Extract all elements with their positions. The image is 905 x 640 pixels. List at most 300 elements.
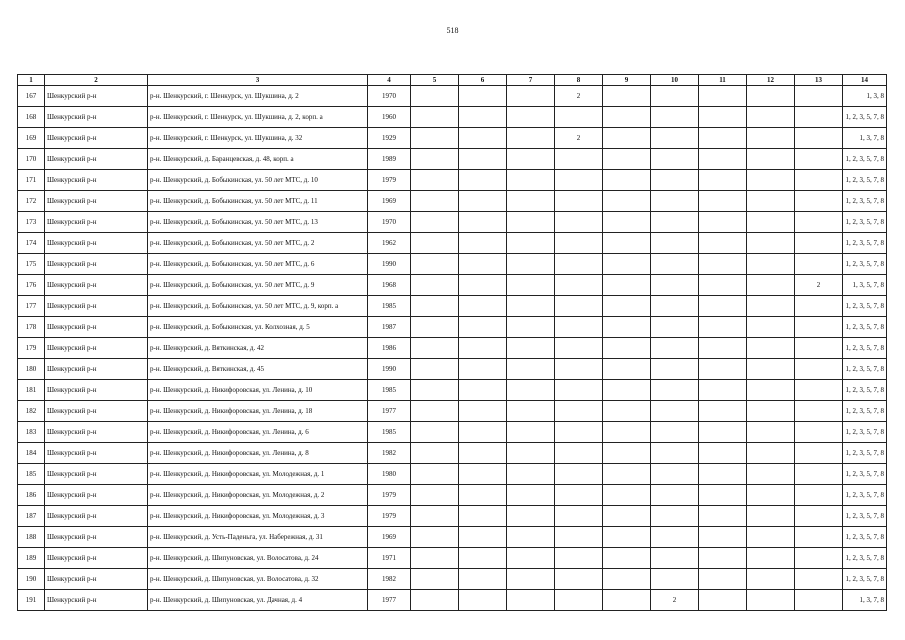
cell-col-10: [651, 401, 699, 422]
cell-address: р-н. Шенкурский, г. Шенкурск, ул. Шукшина, д. 2: [148, 86, 368, 107]
column-header-7: 7: [507, 75, 555, 86]
cell-col-9: [603, 170, 651, 191]
cell-col-9: [603, 506, 651, 527]
cell-col-10: 2: [651, 590, 699, 611]
cell-col-7: [507, 128, 555, 149]
cell-col-10: [651, 464, 699, 485]
cell-col-10: [651, 569, 699, 590]
cell-col-11: [699, 569, 747, 590]
cell-col-11: [699, 443, 747, 464]
cell-row-number: 177: [18, 296, 45, 317]
cell-col-9: [603, 569, 651, 590]
cell-codes: 1, 2, 3, 5, 7, 8: [843, 296, 887, 317]
cell-col-6: [459, 275, 507, 296]
cell-codes: 1, 2, 3, 5, 7, 8: [843, 254, 887, 275]
table-row: [18, 380, 887, 401]
cell-col-8: [555, 401, 603, 422]
cell-col-12: [747, 506, 795, 527]
cell-row-number: 180: [18, 359, 45, 380]
cell-col-11: [699, 485, 747, 506]
cell-col-7: [507, 107, 555, 128]
cell-district: Шенкурский р-н: [45, 443, 148, 464]
cell-district: Шенкурский р-н: [45, 233, 148, 254]
cell-col-6: [459, 128, 507, 149]
cell-address: р-н. Шенкурский, д. Шипуновская, ул. Волосатова, д. 24: [148, 548, 368, 569]
cell-col-10: [651, 359, 699, 380]
table-row: [18, 275, 887, 296]
cell-district: Шенкурский р-н: [45, 170, 148, 191]
cell-district: Шенкурский р-н: [45, 86, 148, 107]
cell-col-11: [699, 170, 747, 191]
cell-col-5: [411, 296, 459, 317]
cell-col-5: [411, 107, 459, 128]
cell-district: Шенкурский р-н: [45, 464, 148, 485]
cell-col-7: [507, 590, 555, 611]
cell-col-12: [747, 443, 795, 464]
cell-col-11: [699, 506, 747, 527]
cell-col-8: [555, 548, 603, 569]
column-header-3: 3: [148, 75, 368, 86]
cell-col-8: [555, 170, 603, 191]
cell-col-5: [411, 590, 459, 611]
cell-col-5: [411, 86, 459, 107]
cell-address: р-н. Шенкурский, г. Шенкурск, ул. Шукшина, д. 32: [148, 128, 368, 149]
cell-year: 1982: [368, 443, 411, 464]
cell-col-13: [795, 485, 843, 506]
cell-row-number: 176: [18, 275, 45, 296]
cell-address: р-н. Шенкурский, д. Бобыкинская, ул. 50 лет МТС, д. 13: [148, 212, 368, 233]
cell-row-number: 173: [18, 212, 45, 233]
cell-col-7: [507, 275, 555, 296]
cell-year: 1979: [368, 170, 411, 191]
cell-col-9: [603, 233, 651, 254]
cell-district: Шенкурский р-н: [45, 149, 148, 170]
cell-col-12: [747, 569, 795, 590]
cell-col-8: 2: [555, 128, 603, 149]
cell-row-number: 187: [18, 506, 45, 527]
cell-row-number: 183: [18, 422, 45, 443]
cell-year: 1969: [368, 191, 411, 212]
cell-col-7: [507, 338, 555, 359]
cell-col-11: [699, 401, 747, 422]
cell-col-6: [459, 233, 507, 254]
cell-row-number: 178: [18, 317, 45, 338]
table-row: [18, 338, 887, 359]
cell-col-6: [459, 296, 507, 317]
cell-col-7: [507, 233, 555, 254]
column-header-8: 8: [555, 75, 603, 86]
cell-district: Шенкурский р-н: [45, 359, 148, 380]
cell-col-6: [459, 317, 507, 338]
cell-col-5: [411, 443, 459, 464]
cell-col-10: [651, 86, 699, 107]
column-header-2: 2: [45, 75, 148, 86]
cell-col-11: [699, 359, 747, 380]
cell-col-6: [459, 548, 507, 569]
cell-col-8: [555, 212, 603, 233]
cell-row-number: 189: [18, 548, 45, 569]
table-row: [18, 527, 887, 548]
cell-col-12: [747, 464, 795, 485]
cell-codes: 1, 3, 7, 8: [843, 128, 887, 149]
cell-row-number: 167: [18, 86, 45, 107]
cell-col-6: [459, 149, 507, 170]
table-row: [18, 401, 887, 422]
table-row: [18, 296, 887, 317]
cell-col-9: [603, 590, 651, 611]
cell-col-13: [795, 170, 843, 191]
cell-col-13: [795, 464, 843, 485]
cell-col-13: [795, 128, 843, 149]
table-body: [18, 86, 887, 611]
cell-col-7: [507, 254, 555, 275]
cell-col-7: [507, 401, 555, 422]
cell-year: 1980: [368, 464, 411, 485]
table-row: [18, 464, 887, 485]
cell-codes: 1, 2, 3, 5, 7, 8: [843, 527, 887, 548]
cell-col-5: [411, 275, 459, 296]
cell-row-number: 188: [18, 527, 45, 548]
cell-col-10: [651, 443, 699, 464]
cell-col-7: [507, 212, 555, 233]
cell-col-10: [651, 275, 699, 296]
cell-col-10: [651, 380, 699, 401]
cell-col-7: [507, 464, 555, 485]
cell-col-13: [795, 506, 843, 527]
table-row: [18, 590, 887, 611]
cell-col-11: [699, 590, 747, 611]
cell-address: р-н. Шенкурский, г. Шенкурск, ул. Шукшина, д. 2, корп. а: [148, 107, 368, 128]
cell-codes: 1, 3, 5, 7, 8: [843, 275, 887, 296]
cell-col-8: 2: [555, 86, 603, 107]
cell-col-6: [459, 422, 507, 443]
cell-col-6: [459, 86, 507, 107]
cell-col-12: [747, 338, 795, 359]
cell-district: Шенкурский р-н: [45, 569, 148, 590]
cell-col-12: [747, 401, 795, 422]
cell-col-6: [459, 590, 507, 611]
column-header-12: 12: [747, 75, 795, 86]
cell-col-8: [555, 569, 603, 590]
cell-col-8: [555, 233, 603, 254]
cell-year: 1929: [368, 128, 411, 149]
cell-col-12: [747, 254, 795, 275]
cell-row-number: 184: [18, 443, 45, 464]
cell-year: 1989: [368, 149, 411, 170]
cell-col-10: [651, 149, 699, 170]
column-header-13: 13: [795, 75, 843, 86]
cell-col-8: [555, 506, 603, 527]
cell-col-10: [651, 233, 699, 254]
cell-col-11: [699, 464, 747, 485]
cell-col-13: [795, 212, 843, 233]
table-row: [18, 254, 887, 275]
cell-col-5: [411, 380, 459, 401]
cell-col-12: [747, 107, 795, 128]
cell-codes: 1, 2, 3, 5, 7, 8: [843, 212, 887, 233]
column-header-14: 14: [843, 75, 887, 86]
cell-col-7: [507, 149, 555, 170]
cell-col-8: [555, 380, 603, 401]
column-header-10: 10: [651, 75, 699, 86]
cell-col-8: [555, 254, 603, 275]
cell-col-10: [651, 317, 699, 338]
cell-year: 1970: [368, 212, 411, 233]
cell-col-6: [459, 338, 507, 359]
cell-col-9: [603, 380, 651, 401]
table-row: [18, 359, 887, 380]
table-row: [18, 212, 887, 233]
cell-codes: 1, 2, 3, 5, 7, 8: [843, 569, 887, 590]
cell-col-13: [795, 107, 843, 128]
cell-col-12: [747, 212, 795, 233]
cell-codes: 1, 2, 3, 5, 7, 8: [843, 107, 887, 128]
cell-col-11: [699, 212, 747, 233]
cell-col-12: [747, 86, 795, 107]
cell-col-6: [459, 191, 507, 212]
cell-row-number: 175: [18, 254, 45, 275]
cell-col-13: [795, 443, 843, 464]
cell-col-13: [795, 569, 843, 590]
cell-col-9: [603, 254, 651, 275]
cell-row-number: 191: [18, 590, 45, 611]
cell-col-5: [411, 422, 459, 443]
cell-address: р-н. Шенкурский, д. Бобыкинская, ул. Колхозная, д. 5: [148, 317, 368, 338]
cell-col-13: [795, 86, 843, 107]
cell-year: 1968: [368, 275, 411, 296]
cell-codes: 1, 2, 3, 5, 7, 8: [843, 338, 887, 359]
cell-codes: 1, 2, 3, 5, 7, 8: [843, 359, 887, 380]
column-header-9: 9: [603, 75, 651, 86]
table-row: [18, 86, 887, 107]
cell-col-6: [459, 401, 507, 422]
table-row: [18, 170, 887, 191]
cell-col-7: [507, 191, 555, 212]
cell-year: 1986: [368, 338, 411, 359]
cell-codes: 1, 2, 3, 5, 7, 8: [843, 149, 887, 170]
cell-district: Шенкурский р-н: [45, 548, 148, 569]
cell-col-12: [747, 548, 795, 569]
cell-col-6: [459, 569, 507, 590]
cell-row-number: 170: [18, 149, 45, 170]
cell-col-13: [795, 527, 843, 548]
cell-codes: 1, 2, 3, 5, 7, 8: [843, 401, 887, 422]
table-row: [18, 443, 887, 464]
cell-col-10: [651, 212, 699, 233]
cell-year: 1990: [368, 359, 411, 380]
cell-codes: 1, 2, 3, 5, 7, 8: [843, 170, 887, 191]
cell-col-6: [459, 527, 507, 548]
cell-address: р-н. Шенкурский, д. Усть-Паденьга, ул. Набережная, д. 31: [148, 527, 368, 548]
cell-col-13: [795, 254, 843, 275]
cell-address: р-н. Шенкурский, д. Бобыкинская, ул. 50 лет МТС, д. 11: [148, 191, 368, 212]
cell-col-12: [747, 590, 795, 611]
cell-row-number: 169: [18, 128, 45, 149]
cell-year: 1985: [368, 380, 411, 401]
cell-col-10: [651, 170, 699, 191]
cell-col-11: [699, 422, 747, 443]
cell-col-6: [459, 212, 507, 233]
cell-col-11: [699, 128, 747, 149]
cell-col-13: [795, 548, 843, 569]
cell-col-12: [747, 317, 795, 338]
cell-col-13: [795, 359, 843, 380]
cell-district: Шенкурский р-н: [45, 485, 148, 506]
cell-codes: 1, 3, 8: [843, 86, 887, 107]
cell-district: Шенкурский р-н: [45, 338, 148, 359]
cell-col-12: [747, 422, 795, 443]
cell-col-7: [507, 380, 555, 401]
cell-col-5: [411, 149, 459, 170]
cell-col-9: [603, 128, 651, 149]
cell-col-5: [411, 254, 459, 275]
header-row: [18, 75, 887, 86]
cell-col-10: [651, 485, 699, 506]
table-row: [18, 506, 887, 527]
table-row: [18, 107, 887, 128]
cell-col-7: [507, 527, 555, 548]
cell-year: 1979: [368, 485, 411, 506]
cell-year: 1977: [368, 590, 411, 611]
cell-year: 1985: [368, 422, 411, 443]
cell-col-11: [699, 380, 747, 401]
cell-col-5: [411, 548, 459, 569]
cell-col-8: [555, 107, 603, 128]
cell-col-9: [603, 527, 651, 548]
cell-district: Шенкурский р-н: [45, 212, 148, 233]
cell-col-8: [555, 443, 603, 464]
cell-col-12: [747, 191, 795, 212]
cell-col-5: [411, 527, 459, 548]
cell-col-9: [603, 401, 651, 422]
cell-col-11: [699, 527, 747, 548]
cell-col-13: [795, 233, 843, 254]
cell-col-10: [651, 527, 699, 548]
cell-col-7: [507, 569, 555, 590]
cell-address: р-н. Шенкурский, д. Шипуновская, ул. Дачная, д. 4: [148, 590, 368, 611]
cell-col-7: [507, 506, 555, 527]
cell-col-10: [651, 296, 699, 317]
cell-col-12: [747, 149, 795, 170]
cell-row-number: 190: [18, 569, 45, 590]
cell-col-8: [555, 464, 603, 485]
cell-col-8: [555, 359, 603, 380]
cell-address: р-н. Шенкурский, д. Никифоровская, ул. Молодежная, д. 1: [148, 464, 368, 485]
cell-codes: 1, 2, 3, 5, 7, 8: [843, 443, 887, 464]
cell-col-5: [411, 317, 459, 338]
cell-year: 1982: [368, 569, 411, 590]
cell-col-6: [459, 170, 507, 191]
cell-col-8: [555, 275, 603, 296]
cell-col-6: [459, 464, 507, 485]
table-row: [18, 317, 887, 338]
cell-codes: 1, 2, 3, 5, 7, 8: [843, 191, 887, 212]
cell-address: р-н. Шенкурский, д. Баранцевская, д. 48, корп. а: [148, 149, 368, 170]
cell-col-11: [699, 233, 747, 254]
cell-col-9: [603, 548, 651, 569]
cell-district: Шенкурский р-н: [45, 590, 148, 611]
cell-year: 1960: [368, 107, 411, 128]
cell-col-7: [507, 485, 555, 506]
cell-col-11: [699, 149, 747, 170]
cell-row-number: 182: [18, 401, 45, 422]
cell-address: р-н. Шенкурский, д. Вяткинская, д. 45: [148, 359, 368, 380]
table-row: [18, 569, 887, 590]
cell-col-5: [411, 359, 459, 380]
cell-address: р-н. Шенкурский, д. Шипуновская, ул. Волосатова, д. 32: [148, 569, 368, 590]
cell-row-number: 185: [18, 464, 45, 485]
cell-col-8: [555, 317, 603, 338]
table-row: [18, 422, 887, 443]
table-row: [18, 149, 887, 170]
cell-col-11: [699, 338, 747, 359]
cell-col-13: [795, 422, 843, 443]
cell-col-6: [459, 485, 507, 506]
cell-col-5: [411, 212, 459, 233]
cell-col-10: [651, 548, 699, 569]
cell-col-8: [555, 149, 603, 170]
cell-col-13: 2: [795, 275, 843, 296]
cell-col-7: [507, 86, 555, 107]
cell-col-11: [699, 296, 747, 317]
cell-col-7: [507, 359, 555, 380]
cell-col-9: [603, 275, 651, 296]
cell-codes: 1, 2, 3, 5, 7, 8: [843, 506, 887, 527]
cell-col-6: [459, 380, 507, 401]
cell-address: р-н. Шенкурский, д. Никифоровская, ул. Ленина, д. 8: [148, 443, 368, 464]
cell-col-9: [603, 317, 651, 338]
cell-col-13: [795, 338, 843, 359]
cell-year: 1969: [368, 527, 411, 548]
cell-col-12: [747, 128, 795, 149]
cell-col-10: [651, 338, 699, 359]
cell-col-7: [507, 317, 555, 338]
cell-row-number: 168: [18, 107, 45, 128]
cell-col-10: [651, 254, 699, 275]
cell-codes: 1, 3, 7, 8: [843, 590, 887, 611]
cell-district: Шенкурский р-н: [45, 506, 148, 527]
cell-col-5: [411, 170, 459, 191]
cell-col-5: [411, 485, 459, 506]
cell-year: 1990: [368, 254, 411, 275]
cell-col-13: [795, 149, 843, 170]
cell-district: Шенкурский р-н: [45, 317, 148, 338]
cell-district: Шенкурский р-н: [45, 275, 148, 296]
cell-col-5: [411, 464, 459, 485]
cell-col-12: [747, 527, 795, 548]
cell-codes: 1, 2, 3, 5, 7, 8: [843, 233, 887, 254]
cell-district: Шенкурский р-н: [45, 191, 148, 212]
cell-col-7: [507, 296, 555, 317]
cell-col-11: [699, 191, 747, 212]
page-number: 518: [446, 26, 459, 35]
cell-col-7: [507, 443, 555, 464]
cell-row-number: 181: [18, 380, 45, 401]
cell-address: р-н. Шенкурский, д. Бобыкинская, ул. 50 лет МТС, д. 2: [148, 233, 368, 254]
cell-address: р-н. Шенкурский, д. Никифоровская, ул. Ленина, д. 10: [148, 380, 368, 401]
cell-col-12: [747, 275, 795, 296]
cell-codes: 1, 2, 3, 5, 7, 8: [843, 317, 887, 338]
cell-col-9: [603, 212, 651, 233]
cell-address: р-н. Шенкурский, д. Бобыкинская, ул. 50 лет МТС, д. 9: [148, 275, 368, 296]
cell-col-9: [603, 191, 651, 212]
cell-col-10: [651, 107, 699, 128]
cell-col-6: [459, 443, 507, 464]
cell-address: р-н. Шенкурский, д. Никифоровская, ул. Ленина, д. 6: [148, 422, 368, 443]
cell-col-5: [411, 569, 459, 590]
cell-col-9: [603, 443, 651, 464]
table-row: [18, 485, 887, 506]
